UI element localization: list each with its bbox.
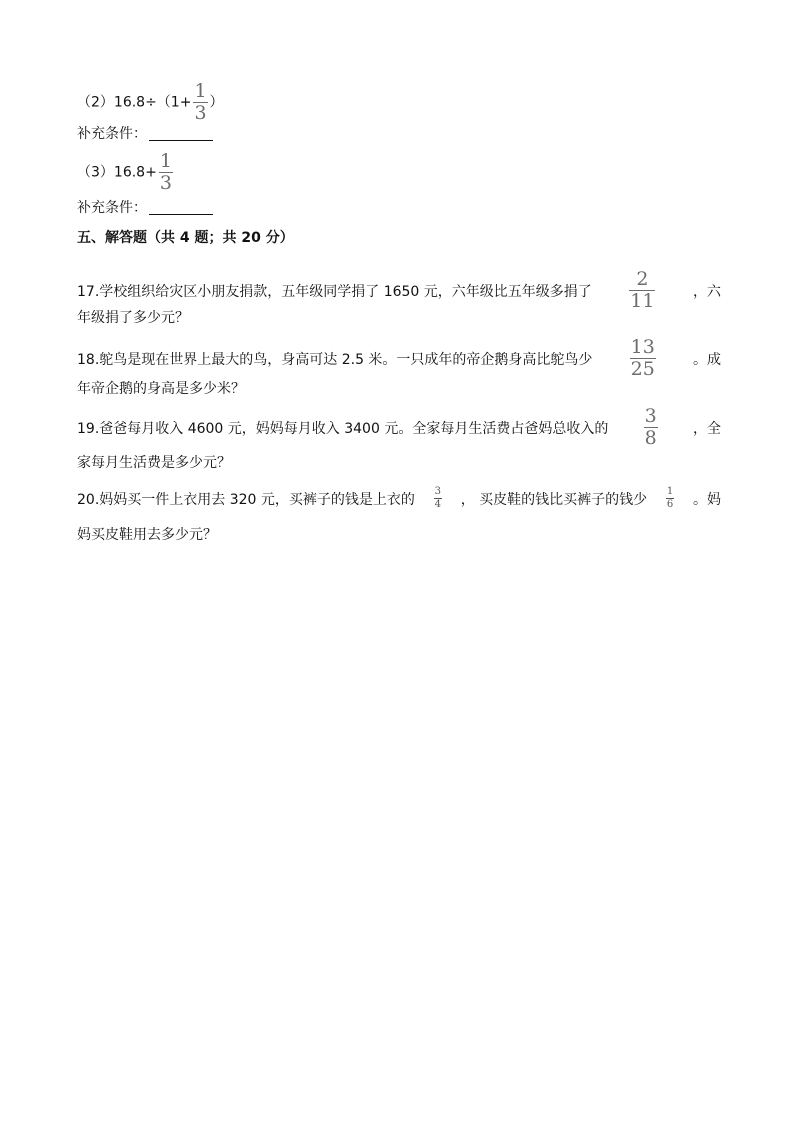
- question-17-line2: 年级捐了多少元？: [77, 310, 189, 326]
- fraction-three-quarters: [434, 487, 442, 510]
- fraction-denominator: 25: [630, 358, 655, 380]
- question-20: [77, 487, 721, 510]
- question-20-line2: 妈买皮鞋用去多少元？: [77, 527, 217, 543]
- supplement-label: 补充条件：: [77, 126, 147, 142]
- question-18-line2: 年帝企鹅的身高是多少米？: [77, 381, 245, 397]
- expression-2-suffix: ）: [209, 94, 224, 111]
- expression-2-prefix: （2）16.8÷（1+: [77, 94, 192, 111]
- expression-item-2: [77, 82, 224, 123]
- fraction-denominator: 3: [194, 102, 207, 124]
- fraction-numerator: 13: [630, 336, 655, 358]
- question-18-text: 18.鸵鸟是现在世界上最大的鸟，身高可达 2.5 米。一只成年的帝企鹅身高比鸵鸟少: [77, 351, 593, 368]
- question-19: [77, 407, 721, 448]
- fraction-denominator: 6: [666, 499, 674, 510]
- supplement-condition-2: [77, 200, 213, 215]
- fraction-denominator: 3: [159, 172, 172, 194]
- fraction-one-sixth: [666, 487, 674, 510]
- fraction-numerator: 1: [159, 150, 172, 172]
- fraction-numerator: 3: [434, 486, 441, 497]
- section-title: 五、解答题（共 4 题；共 20 分）: [77, 230, 294, 246]
- question-20-part1: 20.妈妈买一件上衣用去 320 元，买裤子的钱是上衣的: [77, 491, 415, 508]
- fraction-numerator: 1: [194, 80, 207, 102]
- question-20-part3: 。妈: [692, 491, 721, 508]
- fraction-one-third: [193, 82, 207, 123]
- supplement-label: 补充条件：: [77, 200, 147, 216]
- answer-blank-2[interactable]: [149, 200, 213, 215]
- question-17-after: ，六: [692, 283, 721, 300]
- expression-item-3: [77, 152, 175, 193]
- fraction-numerator: 1: [666, 486, 674, 497]
- fraction-denominator: 4: [434, 499, 441, 510]
- fraction-thirteen-twentyfifths: [630, 338, 656, 379]
- answer-blank-1[interactable]: [149, 126, 213, 141]
- fraction-numerator: 2: [636, 268, 649, 290]
- question-20-part2: ， 买皮鞋的钱比买裤子的钱少: [460, 491, 648, 508]
- fraction-one-third: [159, 152, 173, 193]
- fraction-two-elevenths: [629, 270, 655, 311]
- fraction-denominator: 11: [630, 290, 655, 312]
- expression-3-prefix: （3）16.8+: [77, 164, 157, 181]
- question-19-text: 19.爸爸每月收入 4600 元，妈妈每月收入 3400 元。全家每月生活费占爸妈总收入的: [77, 420, 609, 437]
- fraction-three-eighths: [644, 407, 658, 448]
- supplement-condition-1: [77, 126, 213, 141]
- question-19-after: ，全: [692, 420, 721, 437]
- question-17: [77, 270, 721, 311]
- question-18-after: 。成: [693, 351, 721, 368]
- question-17-text: 17.学校组织给灾区小朋友捐款，五年级同学捐了 1650 元，六年级比五年级多捐了: [77, 283, 592, 300]
- question-18: [77, 338, 721, 379]
- question-19-line2: 家每月生活费是多少元？: [77, 455, 231, 471]
- fraction-denominator: 8: [644, 427, 657, 449]
- fraction-numerator: 3: [644, 405, 657, 427]
